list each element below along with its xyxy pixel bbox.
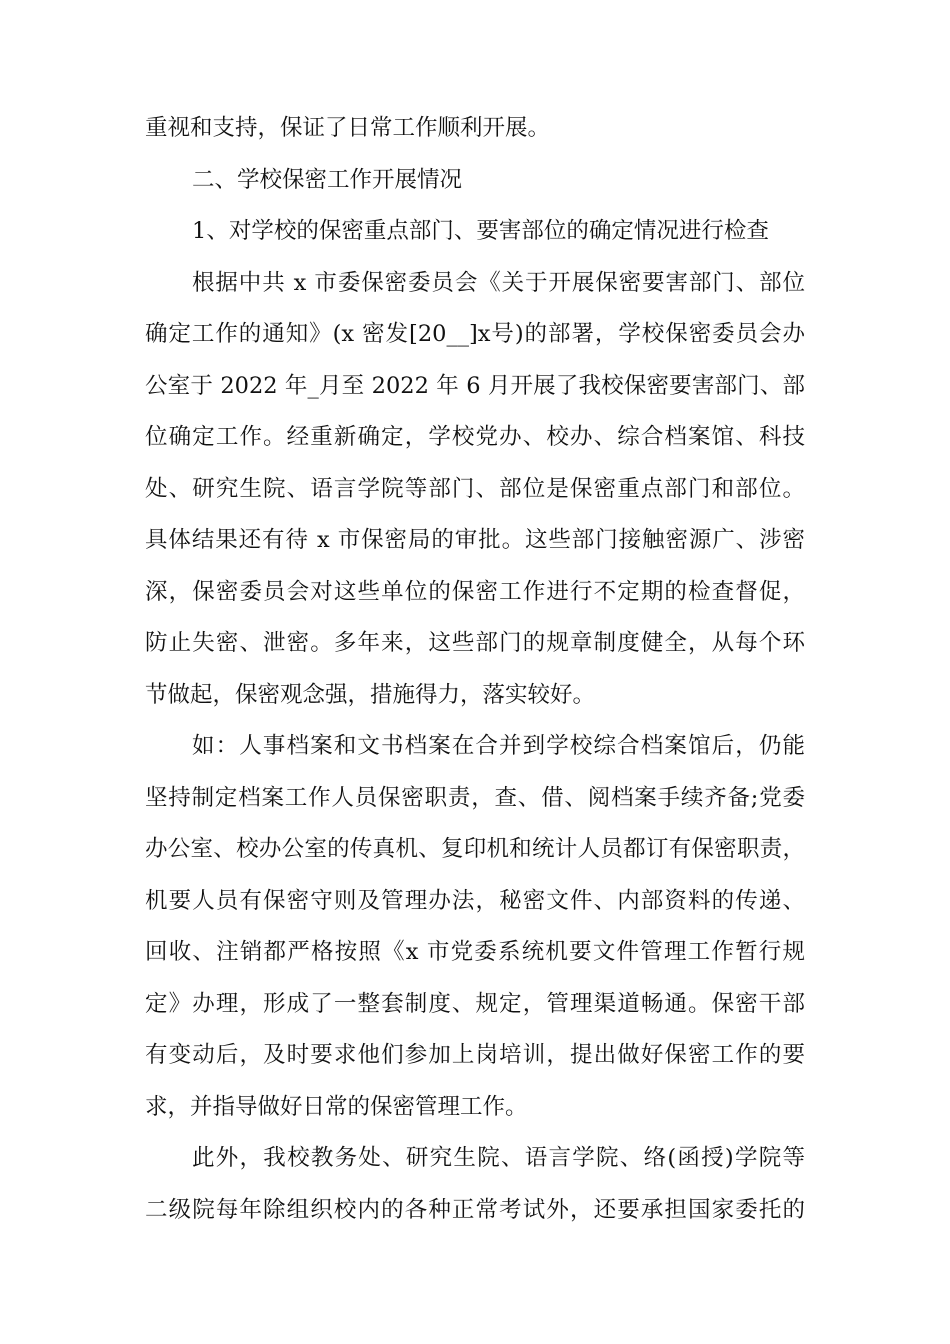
text-line: 根据中共 x 市委保密委员会《关于开展保密要害部门、部位	[192, 269, 805, 296]
text-line: 办公室、校办公室的传真机、复印机和统计人员都订有保密职责，	[145, 836, 805, 862]
text-line: 二级院每年除组织校内的各种正常考试外，还要承担国家委托的	[145, 1196, 805, 1223]
text-line: 定》办理，形成了一整套制度、规定，管理渠道畅通。保密干部	[145, 990, 805, 1017]
text-line: 坚持制定档案工作人员保密职责，查、借、阅档案手续齐备;党委	[145, 784, 805, 811]
text-line: 此外，我校教务处、研究生院、语言学院、络(函授)学院等	[192, 1145, 805, 1171]
text-line: 具体结果还有待 x 市保密局的审批。这些部门接触密源广、涉密	[145, 527, 805, 553]
text-line: 二、学校保密工作开展情况	[192, 166, 463, 193]
text-line: 防止失密、泄密。多年来，这些部门的规章制度健全，从每个环	[145, 630, 805, 656]
text-line: 1、对学校的保密重点部门、要害部位的确定情况进行检查	[192, 218, 769, 244]
text-line: 确定工作的通知》(x 密发[20__]x号)的部署，学校保密委员会办	[145, 321, 805, 347]
text-line: 处、研究生院、语言学院等部门、部位是保密重点部门和部位。	[145, 475, 805, 502]
text-line: 深，保密委员会对这些单位的保密工作进行不定期的检查督促，	[145, 578, 805, 605]
document-body	[145, 103, 805, 1236]
text-line: 求，并指导做好日常的保密管理工作。	[145, 1093, 528, 1120]
text-line: 节做起，保密观念强，措施得力，落实较好。	[145, 681, 596, 708]
text-line: 如：人事档案和文书档案在合并到学校综合档案馆后，仍能	[192, 733, 805, 759]
text-line: 重视和支持，保证了日常工作顺利开展。	[145, 115, 551, 141]
text-line: 有变动后，及时要求他们参加上岗培训，提出做好保密工作的要	[145, 1042, 805, 1068]
text-line: 回收、注销都严格按照《x 市党委系统机要文件管理工作暂行规	[145, 939, 805, 965]
text-line: 位确定工作。经重新确定，学校党办、校办、综合档案馆、科技	[145, 424, 805, 450]
text-line: 机要人员有保密守则及管理办法，秘密文件、内部资料的传递、	[145, 887, 805, 914]
text-line: 公室于 2022 年_月至 2022 年 6 月开展了我校保密要害部门、部	[145, 372, 805, 399]
